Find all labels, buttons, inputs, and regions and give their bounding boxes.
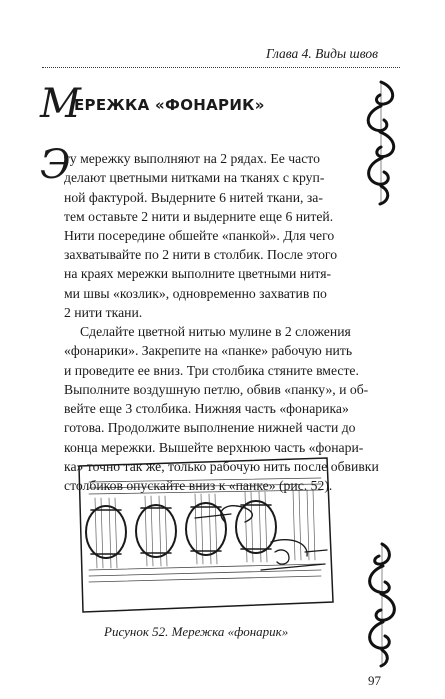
figure-drawing (75, 452, 335, 618)
body-line: захватывайте по 2 нити в столбик. После этого (64, 247, 338, 262)
body-line: «фонарики». Закрепите на «панке» рабочую нить (64, 343, 353, 358)
body-line: и проведите ее вниз. Три столбика стяните вместе. (64, 363, 359, 378)
body-line: делают цветными нитками на тканях с круп- (64, 170, 325, 185)
flourish-ornament-bottom (357, 540, 407, 670)
body-line: Нити посередине обшейте «панкой». Для чего (64, 228, 335, 243)
body-line: Выполните воздушную петлю, обвив «панку», и об- (64, 382, 369, 397)
drop-cap: Э (40, 142, 71, 188)
body-line: ка» точно так же, только рабочую нить после обвивки (64, 459, 379, 474)
title-initial-letter: М (40, 81, 81, 127)
flourish-ornament-top (356, 78, 406, 208)
figure-caption: Рисунок 52. Мережка «фонарик» (104, 624, 289, 639)
body-line: столбиков опускайте вниз к «панке» (рис. 52). (64, 478, 333, 493)
body-line: ми швы «козлик», одновременно захватив по (64, 286, 327, 301)
title-text: ЕРЕЖКА «ФОНАРИК» (74, 96, 265, 114)
body-line: ной фактурой. Выдерните 6 нитей ткани, за- (64, 190, 323, 205)
body-line: конца мережки. Вышейте верхнюю часть «фонари- (64, 440, 364, 455)
page-number: 97 (368, 673, 381, 688)
body-line: вейте еще 3 столбика. Нижняя часть «фонарика» (64, 401, 349, 416)
body-line: тем оставьте 2 нити и выдерните еще 6 нитей. (64, 209, 334, 224)
body-line: Сделайте цветной нитью мулине в 2 сложения (80, 324, 351, 339)
body-line: на краях мережки выполните цветными нитя- (64, 266, 332, 281)
body-line: ту мережку выполняют на 2 рядах. Ее часто (64, 151, 320, 166)
body-line: 2 нити ткани. (64, 305, 143, 320)
header-dotted-rule (42, 67, 400, 68)
chapter-header: Глава 4. Виды швов (266, 46, 378, 61)
body-line: готова. Продолжите выполнение нижней части до (64, 420, 356, 435)
